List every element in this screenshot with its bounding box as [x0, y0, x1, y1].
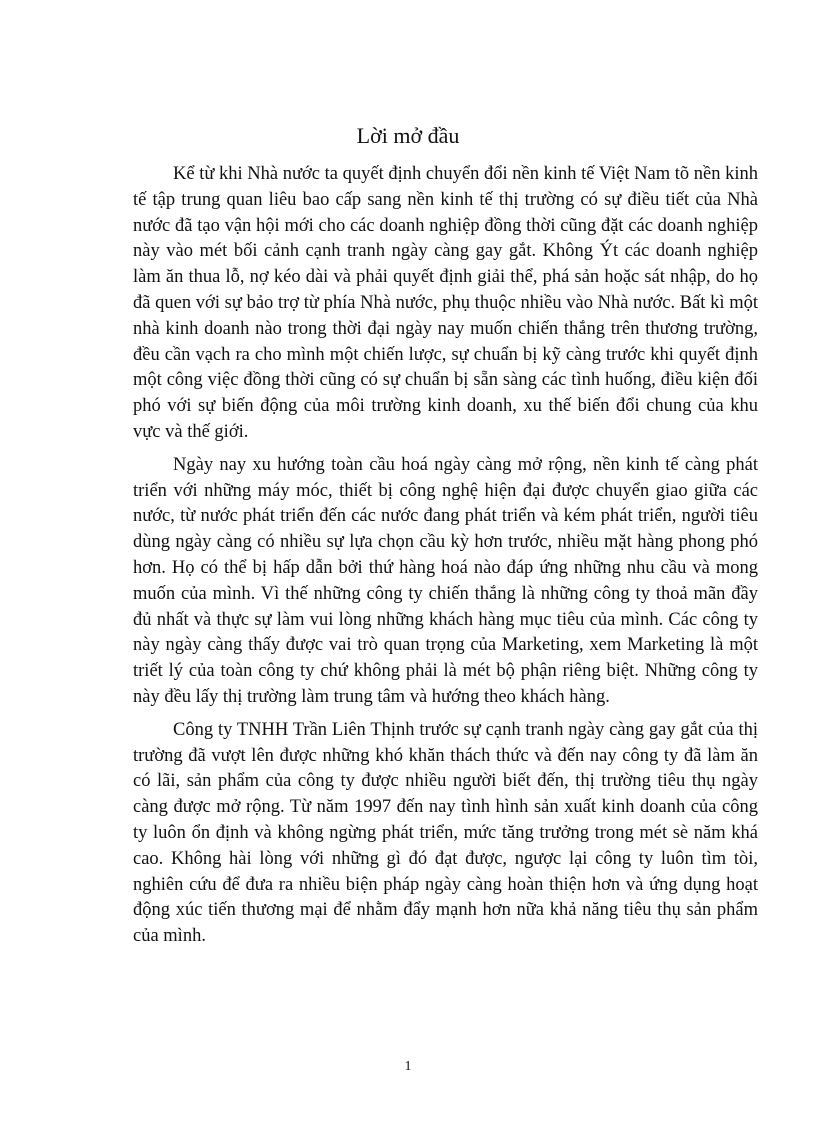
paragraph-1: Kể từ khi Nhà nước ta quyết định chuyển đổi nền kinh tế Việt Nam tõ nền kinh tế tập trung quan liêu bao cấp sang nền kinh tế thị trường có sự điều tiết của Nhà nước đã tạo vận hội mới cho các doanh nghiệp đồng thời cũng đặt các doanh nghiệp này vào mét bối cảnh cạnh tranh ngày càng gay gắt. Không Ýt các doanh nghiệp làm ăn thua lỗ, nợ kéo dài và phải quyết định giải thể, phá sản hoặc sát nhập, do họ đã quen với sự bảo trợ từ phía Nhà nước, phụ thuộc nhiều vào Nhà nước. Bất kì một nhà kinh doanh nào trong thời đại ngày nay muốn chiến thắng trên thương trường, đều cần vạch ra cho mình một chiến lược, sự chuẩn bị kỹ càng trước khi quyết định một công việc đồng thời cũng có sự chuẩn bị sẵn sàng các tình huống, điều kiện đối phó với sự biến động của môi trường kinh doanh, xu thế biến đổi chung của khu vực và thế giới.	[133, 164, 758, 442]
document-body	[133, 162, 758, 957]
paragraph-3: Công ty TNHH Trần Liên Thịnh trước sự cạnh tranh ngày càng gay gắt của thị trường đã vượt lên được những khó khăn thách thức và đến nay công ty đã làm ăn có lãi, sản phẩm của công ty được nhiều người biết đến, thị trường tiêu thụ ngày càng được mở rộng. Từ năm 1997 đến nay tình hình sản xuất kinh doanh của công ty luôn ổn định và không ngừng phát triển, mức tăng trưởng trong mét sè năm khá cao. Không hài lòng với những gì đó đạt được, ngược lại công ty luôn tìm tòi, nghiên cứu để đưa ra nhiều biện pháp ngày càng hoàn thiện hơn và ứng dụng hoạt động xúc tiến thương mại để nhằm đẩy mạnh hơn nữa khả năng tiêu thụ sản phẩm của mình.	[133, 719, 758, 947]
paragraph-2: Ngày nay xu hướng toàn cầu hoá ngày càng mở rộng, nền kinh tế càng phát triển với những máy móc, thiết bị công nghệ hiện đại được chuyển giao giữa các nước, từ nước phát triển đến các nước đang phát triển và kém phát triển, người tiêu dùng ngày càng có nhiều sự lựa chọn cầu kỳ hơn trước, nhiều mặt hàng phong phó hơn. Họ có thể bị hấp dẫn bởi thứ hàng hoá nào đáp ứng những nhu cầu và mong muốn của mình. Vì thế những công ty chiến thắng là những công ty thoả mãn đầy đủ nhất và thực sự làm vui lòng những khách hàng mục tiêu của mình. Các công ty này ngày càng thấy được vai trò quan trọng của Marketing, xem Marketing là một triết lý của toàn công ty chứ không phải là mét bộ phận riêng biệt. Những công ty này đều lấy thị trường làm trung tâm và hướng theo khách hàng.	[133, 454, 758, 707]
page-title: Lời mở đầu	[356, 123, 460, 148]
page-number: 1	[404, 1059, 412, 1074]
